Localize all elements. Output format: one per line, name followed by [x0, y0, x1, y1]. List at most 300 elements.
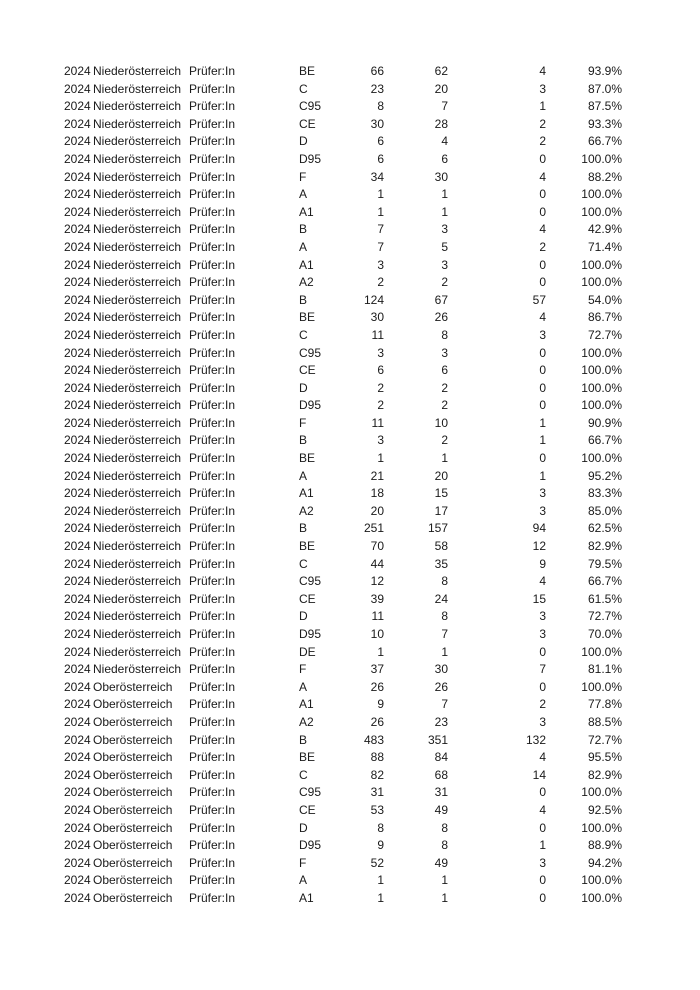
table-row	[0, 872, 700, 890]
year-cell: 2024	[64, 99, 91, 114]
pass-rate-cell: 94.2%	[587, 855, 622, 870]
pass-rate-cell: 93.9%	[587, 64, 622, 78]
total-count-cell: 124	[363, 292, 384, 307]
table-row	[0, 749, 700, 767]
year-cell: 2024	[64, 591, 91, 606]
pass-rate-cell: 93.3%	[587, 116, 622, 131]
license-class-cell: C	[299, 556, 308, 571]
passed-count-cell: 84	[434, 750, 448, 765]
license-class-cell: A	[299, 679, 308, 694]
role-cell: Prüfer:In	[189, 310, 236, 325]
state-cell: Oberösterreich	[93, 697, 173, 712]
license-class-cell: CE	[299, 363, 316, 378]
total-count-cell: 7	[377, 239, 384, 254]
year-cell: 2024	[64, 890, 91, 905]
year-cell: 2024	[64, 363, 91, 378]
failed-count-cell: 1	[539, 468, 546, 483]
passed-count-cell: 3	[441, 257, 448, 272]
passed-count-cell: 2	[441, 275, 448, 290]
failed-count-cell: 0	[539, 820, 546, 835]
role-cell: Prüfer:In	[189, 855, 236, 870]
year-cell: 2024	[64, 222, 91, 237]
passed-count-cell: 10	[434, 415, 448, 430]
license-class-cell: D95	[299, 627, 322, 641]
pass-rate-cell: 100.0%	[581, 187, 622, 202]
year-cell: 2024	[64, 714, 91, 729]
total-count-cell: 39	[370, 591, 384, 606]
total-count-cell: 30	[370, 310, 384, 325]
role-cell: Prüfer:In	[189, 802, 236, 817]
license-class-cell: A	[299, 873, 308, 888]
passed-count-cell: 49	[434, 802, 448, 817]
role-cell: Prüfer:In	[189, 433, 236, 448]
role-cell: Prüfer:In	[189, 257, 236, 272]
license-class-cell: A2	[299, 275, 314, 290]
role-cell: Prüfer:In	[189, 714, 236, 729]
license-class-cell: C	[299, 327, 308, 342]
table-row	[0, 890, 700, 908]
table-row	[0, 556, 700, 574]
passed-count-cell: 157	[427, 521, 448, 536]
state-cell: Niederösterreich	[93, 503, 182, 518]
failed-count-cell: 0	[539, 785, 546, 800]
pass-rate-cell: 95.5%	[587, 750, 622, 765]
state-cell: Niederösterreich	[93, 327, 182, 342]
failed-count-cell: 0	[539, 187, 546, 202]
passed-count-cell: 1	[441, 644, 448, 659]
pass-rate-cell: 100.0%	[581, 275, 622, 290]
state-cell: Niederösterreich	[93, 363, 182, 378]
table-row	[0, 661, 700, 679]
license-class-cell: A1	[299, 697, 314, 712]
year-cell: 2024	[64, 81, 91, 96]
license-class-cell: D	[299, 380, 308, 395]
pass-rate-cell: 88.9%	[587, 838, 622, 853]
pass-rate-cell: 70.0%	[587, 627, 622, 641]
role-cell: Prüfer:In	[189, 556, 236, 571]
state-cell: Niederösterreich	[93, 116, 182, 131]
table-row	[0, 591, 700, 609]
failed-count-cell: 4	[539, 64, 546, 78]
total-count-cell: 11	[371, 415, 384, 430]
state-cell: Oberösterreich	[93, 750, 173, 765]
role-cell: Prüfer:In	[189, 679, 236, 694]
state-cell: Oberösterreich	[93, 785, 173, 800]
passed-count-cell: 28	[434, 116, 448, 131]
total-count-cell: 3	[377, 345, 384, 360]
failed-count-cell: 0	[539, 644, 546, 659]
license-class-cell: D95	[299, 398, 322, 413]
role-cell: Prüfer:In	[189, 609, 236, 624]
failed-count-cell: 0	[539, 380, 546, 395]
failed-count-cell: 15	[532, 591, 546, 606]
role-cell: Prüfer:In	[189, 820, 236, 835]
state-cell: Oberösterreich	[93, 820, 173, 835]
total-count-cell: 66	[370, 64, 384, 78]
year-cell: 2024	[64, 169, 91, 184]
state-cell: Niederösterreich	[93, 292, 182, 307]
year-cell: 2024	[64, 785, 91, 800]
passed-count-cell: 8	[441, 820, 448, 835]
total-count-cell: 70	[370, 539, 384, 554]
role-cell: Prüfer:In	[189, 327, 236, 342]
total-count-cell: 6	[377, 151, 384, 166]
total-count-cell: 31	[370, 785, 384, 800]
passed-count-cell: 7	[441, 627, 448, 641]
total-count-cell: 52	[370, 855, 384, 870]
state-cell: Niederösterreich	[93, 451, 182, 466]
pass-rate-cell: 100.0%	[581, 380, 622, 395]
table-row	[0, 538, 700, 556]
total-count-cell: 1	[377, 644, 384, 659]
year-cell: 2024	[64, 609, 91, 624]
total-count-cell: 251	[363, 521, 384, 536]
table-row	[0, 855, 700, 873]
total-count-cell: 88	[370, 750, 384, 765]
year-cell: 2024	[64, 627, 91, 641]
failed-count-cell: 132	[525, 732, 546, 747]
role-cell: Prüfer:In	[189, 838, 236, 853]
total-count-cell: 483	[363, 732, 384, 747]
total-count-cell: 9	[377, 697, 384, 712]
pass-rate-cell: 100.0%	[581, 204, 622, 219]
state-cell: Niederösterreich	[93, 556, 182, 571]
failed-count-cell: 3	[539, 327, 546, 342]
passed-count-cell: 30	[434, 662, 448, 677]
pass-rate-cell: 100.0%	[581, 679, 622, 694]
passed-count-cell: 6	[441, 363, 448, 378]
license-class-cell: C95	[299, 99, 322, 114]
year-cell: 2024	[64, 275, 91, 290]
license-class-cell: F	[299, 662, 307, 677]
passed-count-cell: 7	[441, 697, 448, 712]
pass-rate-cell: 87.5%	[587, 99, 622, 114]
table-row	[0, 415, 700, 433]
role-cell: Prüfer:In	[189, 732, 236, 747]
total-count-cell: 18	[370, 486, 384, 501]
year-cell: 2024	[64, 451, 91, 466]
state-cell: Niederösterreich	[93, 187, 182, 202]
year-cell: 2024	[64, 433, 91, 448]
role-cell: Prüfer:In	[189, 151, 236, 166]
license-class-cell: B	[299, 732, 308, 747]
total-count-cell: 44	[370, 556, 384, 571]
table-row	[0, 679, 700, 697]
role-cell: Prüfer:In	[189, 785, 236, 800]
passed-count-cell: 35	[434, 556, 448, 571]
failed-count-cell: 0	[539, 275, 546, 290]
table-row	[0, 257, 700, 275]
failed-count-cell: 0	[539, 151, 546, 166]
passed-count-cell: 62	[434, 64, 448, 78]
license-class-cell: D	[299, 820, 308, 835]
passed-count-cell: 8	[441, 574, 448, 589]
pass-rate-cell: 72.7%	[587, 732, 622, 747]
failed-count-cell: 4	[539, 574, 546, 589]
passed-count-cell: 2	[441, 380, 448, 395]
pass-rate-cell: 66.7%	[587, 574, 622, 589]
total-count-cell: 1	[377, 890, 384, 905]
state-cell: Niederösterreich	[93, 204, 182, 219]
state-cell: Oberösterreich	[93, 890, 173, 905]
failed-count-cell: 4	[539, 222, 546, 237]
total-count-cell: 26	[370, 679, 384, 694]
license-class-cell: C95	[299, 574, 322, 589]
year-cell: 2024	[64, 767, 91, 782]
role-cell: Prüfer:In	[189, 767, 236, 782]
role-cell: Prüfer:In	[189, 644, 236, 659]
passed-count-cell: 67	[434, 292, 448, 307]
failed-count-cell: 4	[539, 169, 546, 184]
license-class-cell: F	[299, 415, 307, 430]
role-cell: Prüfer:In	[189, 64, 236, 78]
total-count-cell: 3	[377, 257, 384, 272]
role-cell: Prüfer:In	[189, 873, 236, 888]
passed-count-cell: 24	[434, 591, 448, 606]
passed-count-cell: 1	[441, 873, 448, 888]
table-row	[0, 116, 700, 134]
state-cell: Oberösterreich	[93, 838, 173, 853]
state-cell: Niederösterreich	[93, 609, 182, 624]
passed-count-cell: 8	[441, 609, 448, 624]
role-cell: Prüfer:In	[189, 99, 236, 114]
failed-count-cell: 3	[539, 714, 546, 729]
state-cell: Niederösterreich	[93, 310, 182, 325]
table-row	[0, 292, 700, 310]
failed-count-cell: 57	[532, 292, 546, 307]
passed-count-cell: 15	[434, 486, 448, 501]
total-count-cell: 1	[377, 204, 384, 219]
passed-count-cell: 58	[434, 539, 448, 554]
state-cell: Niederösterreich	[93, 81, 182, 96]
year-cell: 2024	[64, 327, 91, 342]
table-row	[0, 784, 700, 802]
table-row	[0, 151, 700, 169]
year-cell: 2024	[64, 64, 91, 78]
table-row	[0, 98, 700, 116]
year-cell: 2024	[64, 257, 91, 272]
passed-count-cell: 1	[441, 187, 448, 202]
state-cell: Oberösterreich	[93, 714, 173, 729]
total-count-cell: 30	[370, 116, 384, 131]
role-cell: Prüfer:In	[189, 292, 236, 307]
state-cell: Niederösterreich	[93, 521, 182, 536]
pass-rate-cell: 100.0%	[581, 820, 622, 835]
year-cell: 2024	[64, 380, 91, 395]
table-row	[0, 767, 700, 785]
table-row	[0, 468, 700, 486]
passed-count-cell: 17	[434, 503, 448, 518]
license-class-cell: C95	[299, 345, 322, 360]
total-count-cell: 7	[377, 222, 384, 237]
table-row	[0, 837, 700, 855]
role-cell: Prüfer:In	[189, 468, 236, 483]
year-cell: 2024	[64, 838, 91, 853]
pass-rate-cell: 87.0%	[587, 81, 622, 96]
total-count-cell: 6	[377, 363, 384, 378]
year-cell: 2024	[64, 239, 91, 254]
pass-rate-cell: 66.7%	[587, 433, 622, 448]
state-cell: Niederösterreich	[93, 627, 182, 641]
total-count-cell: 8	[377, 820, 384, 835]
passed-count-cell: 26	[434, 679, 448, 694]
pass-rate-cell: 95.2%	[587, 468, 622, 483]
year-cell: 2024	[64, 802, 91, 817]
state-cell: Niederösterreich	[93, 415, 182, 430]
license-class-cell: BE	[299, 750, 316, 765]
state-cell: Niederösterreich	[93, 591, 182, 606]
year-cell: 2024	[64, 855, 91, 870]
total-count-cell: 20	[370, 503, 384, 518]
total-count-cell: 12	[370, 574, 384, 589]
license-class-cell: F	[299, 169, 307, 184]
state-cell: Niederösterreich	[93, 345, 182, 360]
passed-count-cell: 23	[434, 714, 448, 729]
pass-rate-cell: 42.9%	[587, 222, 622, 237]
role-cell: Prüfer:In	[189, 239, 236, 254]
passed-count-cell: 1	[441, 890, 448, 905]
license-class-cell: B	[299, 222, 308, 237]
table-row	[0, 221, 700, 239]
state-cell: Niederösterreich	[93, 169, 182, 184]
state-cell: Niederösterreich	[93, 151, 182, 166]
state-cell: Oberösterreich	[93, 679, 173, 694]
license-class-cell: A	[299, 468, 308, 483]
passed-count-cell: 49	[434, 855, 448, 870]
failed-count-cell: 7	[539, 662, 546, 677]
role-cell: Prüfer:In	[189, 890, 236, 905]
table-row	[0, 133, 700, 151]
role-cell: Prüfer:In	[189, 363, 236, 378]
year-cell: 2024	[64, 539, 91, 554]
pass-rate-cell: 81.1%	[587, 662, 622, 677]
total-count-cell: 2	[377, 398, 384, 413]
pass-rate-cell: 82.9%	[587, 539, 622, 554]
failed-count-cell: 3	[539, 81, 546, 96]
license-class-cell: F	[299, 855, 307, 870]
table-row	[0, 362, 700, 380]
year-cell: 2024	[64, 679, 91, 694]
year-cell: 2024	[64, 750, 91, 765]
year-cell: 2024	[64, 574, 91, 589]
state-cell: Oberösterreich	[93, 767, 173, 782]
total-count-cell: 2	[377, 380, 384, 395]
failed-count-cell: 3	[539, 855, 546, 870]
pass-rate-cell: 100.0%	[581, 890, 622, 905]
total-count-cell: 1	[377, 187, 384, 202]
license-class-cell: BE	[299, 310, 316, 325]
failed-count-cell: 2	[539, 116, 546, 131]
license-class-cell: CE	[299, 802, 316, 817]
state-cell: Oberösterreich	[93, 802, 173, 817]
pass-rate-cell: 86.7%	[587, 310, 622, 325]
failed-count-cell: 1	[539, 99, 546, 114]
table-row	[0, 573, 700, 591]
total-count-cell: 2	[377, 275, 384, 290]
pass-rate-cell: 100.0%	[581, 363, 622, 378]
total-count-cell: 1	[377, 451, 384, 466]
table-row	[0, 169, 700, 187]
pass-rate-cell: 88.2%	[587, 169, 622, 184]
table-row	[0, 644, 700, 662]
pass-rate-cell: 90.9%	[587, 415, 622, 430]
total-count-cell: 34	[370, 169, 384, 184]
passed-count-cell: 1	[441, 204, 448, 219]
role-cell: Prüfer:In	[189, 415, 236, 430]
license-class-cell: A1	[299, 486, 314, 501]
license-class-cell: BE	[299, 539, 316, 554]
passed-count-cell: 20	[434, 468, 448, 483]
passed-count-cell: 1	[441, 451, 448, 466]
table-row	[0, 432, 700, 450]
license-class-cell: D	[299, 134, 308, 149]
license-class-cell: C	[299, 767, 308, 782]
total-count-cell: 11	[371, 609, 384, 624]
failed-count-cell: 1	[539, 838, 546, 853]
role-cell: Prüfer:In	[189, 116, 236, 131]
year-cell: 2024	[64, 732, 91, 747]
failed-count-cell: 0	[539, 345, 546, 360]
pass-rate-cell: 100.0%	[581, 873, 622, 888]
passed-count-cell: 8	[441, 327, 448, 342]
failed-count-cell: 2	[539, 239, 546, 254]
state-cell: Niederösterreich	[93, 380, 182, 395]
year-cell: 2024	[64, 134, 91, 149]
year-cell: 2024	[64, 873, 91, 888]
table-row	[0, 274, 700, 292]
license-class-cell: A2	[299, 503, 314, 518]
passed-count-cell: 3	[441, 345, 448, 360]
state-cell: Niederösterreich	[93, 239, 182, 254]
role-cell: Prüfer:In	[189, 451, 236, 466]
license-class-cell: D95	[299, 151, 322, 166]
year-cell: 2024	[64, 398, 91, 413]
table-row	[0, 63, 700, 81]
state-cell: Niederösterreich	[93, 99, 182, 114]
role-cell: Prüfer:In	[189, 380, 236, 395]
year-cell: 2024	[64, 503, 91, 518]
state-cell: Niederösterreich	[93, 64, 182, 78]
year-cell: 2024	[64, 521, 91, 536]
role-cell: Prüfer:In	[189, 204, 236, 219]
role-cell: Prüfer:In	[189, 222, 236, 237]
table-row	[0, 820, 700, 838]
total-count-cell: 9	[377, 838, 384, 853]
state-cell: Oberösterreich	[93, 873, 173, 888]
year-cell: 2024	[64, 644, 91, 659]
passed-count-cell: 26	[434, 310, 448, 325]
role-cell: Prüfer:In	[189, 521, 236, 536]
license-class-cell: A2	[299, 714, 314, 729]
pass-rate-cell: 79.5%	[587, 556, 622, 571]
state-cell: Niederösterreich	[93, 257, 182, 272]
state-cell: Oberösterreich	[93, 732, 173, 747]
year-cell: 2024	[64, 486, 91, 501]
license-class-cell: A	[299, 239, 308, 254]
state-cell: Niederösterreich	[93, 574, 182, 589]
license-class-cell: D	[299, 609, 308, 624]
passed-count-cell: 5	[441, 239, 448, 254]
role-cell: Prüfer:In	[189, 539, 236, 554]
passed-count-cell: 30	[434, 169, 448, 184]
total-count-cell: 3	[377, 433, 384, 448]
license-class-cell: DE	[299, 644, 316, 659]
role-cell: Prüfer:In	[189, 187, 236, 202]
pass-rate-cell: 82.9%	[587, 767, 622, 782]
year-cell: 2024	[64, 187, 91, 202]
table-row	[0, 81, 700, 99]
failed-count-cell: 94	[532, 521, 546, 536]
